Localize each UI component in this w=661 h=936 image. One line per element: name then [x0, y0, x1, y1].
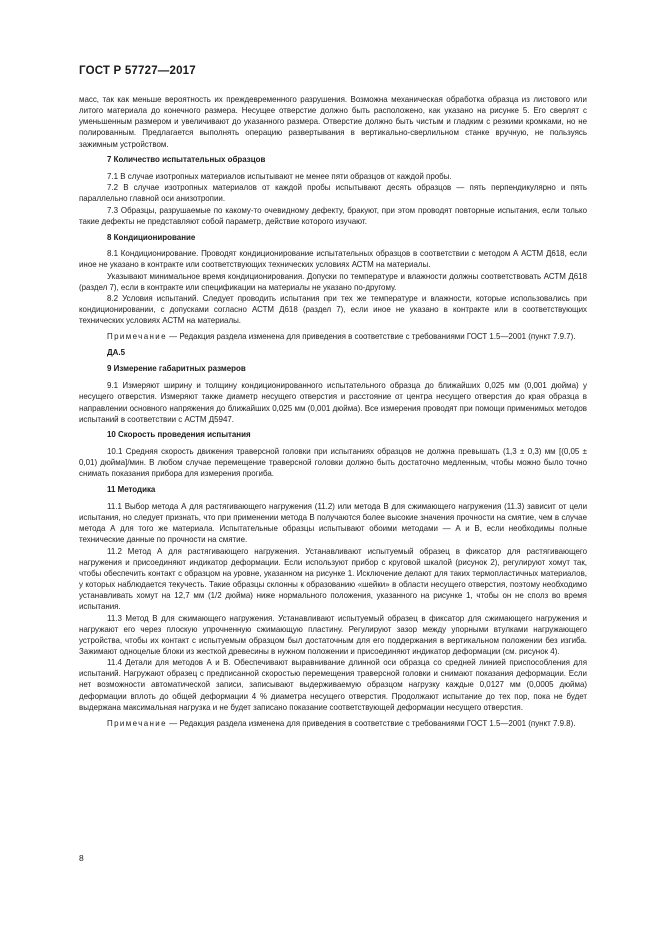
note-text: — Редакция раздела изменена для приведения в соответствие с требованиями ГОСТ 1.5—2001 (пункт 7.9.8).: [169, 718, 576, 728]
document-body: [79, 94, 587, 729]
clause-11-2: 11.2 Метод А для растягивающего нагружения. Устанавливают испытуемый образец в фиксатор для растягивающего нагружения и присоединяют индикатор деформации. Если используют прибор с круговой шкалой (рисунок 2), регулируют хомут так, чтобы обеспечить контакт с образцом на уровне, указанном на рисунке 1. Исключение делают для таких термопластичных материалов, у которых наблюдается текучесть. Такие образцы склонны к образованию «шейки» в области несущего отверстия, поэтому необходимо устанавливать хомут на 12,7 мм (1/2 дюйма) ниже нормального положения, указанного на рисунке 1, чтобы он не сполз во время испытания.: [79, 546, 587, 612]
document-header: ГОСТ Р 57727—2017: [79, 65, 196, 77]
clause-11-1: 11.1 Выбор метода А для растягивающего нагружения (11.2) или метода В для сжимающего нагружения (11.3) зависит от цели испытания, но следует признать, что при применении метода В получаются более высокие значения прочности на смятие, чем в случае метода А для того же материала. Испытательные образцы испытывают обоими методами — А и В, если необходимы полные технические данные по прочности на смятие.: [79, 501, 587, 545]
clause-10-1: 10.1 Средняя скорость движения траверсной головки при испытаниях образцов не должна превышать (1,3 ± 0,3) мм [(0,05 ± 0,01) дюйма]/мин. В любом случае перемещение траверсной головки должно быть достаточно медленным, чтобы можно было точно снимать показания прибора для измерения прогиба.: [79, 447, 587, 479]
section-heading-10: 10 Скорость проведения испытания: [107, 430, 251, 440]
clause-9-1: 9.1 Измеряют ширину и толщину кондиционированного испытательного образца до ближайших 0,025 мм (0,001 дюйма) у несущего отверстия. Измеряют также диаметр несущего отверстия и расстояние от центра несущего отверстия до края образца в направлении основного напряжения до ближайших 0,025 мм (0,001 дюйма). Все измерения проводят при помощи применимых методов испытаний в соответствии с АСТМ Д5947.: [79, 381, 587, 424]
note-1: [79, 331, 587, 342]
clause-7-2: 7.2 В случае изотропных материалов от каждой пробы испытывают десять образцов — пять перпендикулярно и пять параллельно главной оси анизотропии.: [79, 183, 587, 204]
page-number: 8: [79, 853, 84, 863]
paragraph-continuation: масс, так как меньше вероятность их преждевременного разрушения. Возможна механическая обработка образца из листового или литого материала до конечного размера. Несущее отверстие должно быть расположено, как указано на рисунке 5. Его сверлят с уменьшенным размером и увеличивают до указанного размера. Отверстие должно быть чистым и гладким с резкими кромками, но не полированным. Предлагается выполнять операцию развертывания в вертикально-сверлильном станке вручную, не пользуясь зажимным устройством.: [79, 95, 587, 149]
section-heading-9: 9 Измерение габаритных размеров: [107, 364, 246, 374]
section-heading-11: 11 Методика: [107, 485, 156, 495]
clause-8-1: 8.1 Кондиционирование. Проводят кондиционирование испытательных образцов в соответствии с методом А АСТМ Д618, если иное не указано в контракте или соответствующих технических условиях АСТМ на материалы.: [79, 249, 587, 270]
clause-8-1-cont: Указывают минимальное время кондиционирования. Допуски по температуре и влажности должны соответствовать АСТМ Д618 (раздел 7), если в контракте или спецификации на материалы не указано по-другому.: [79, 271, 587, 292]
clause-7-3: 7.3 Образцы, разрушаемые по какому-то очевидному дефекту, бракуют, при этом проводят повторные испытания, если только такие дефекты не представляют собой параметр, действие которого изучают.: [79, 205, 587, 226]
section-heading-7: 7 Количество испытательных образцов: [107, 155, 266, 165]
clause-11-4: 11.4 Детали для методов А и В. Обеспечивают выравнивание длинной оси образца со средней линией приспособления для испытаний. Нагружают образец с предписанной скоростью перемещения траверсной головки и снимают показания деформации. Если нет возможности автоматической записи, записывают выдерживаемую образцом нагрузку каждые 0,0127 мм (0,0005 дюйма) деформации вплоть до общей деформации 4 % диаметра несущего отверстия. Продолжают испытание до тех пор, пока не будет выдержана максимальная нагрузка и не будет записано показание соответствующей деформации несущего отверстия.: [79, 658, 587, 712]
note-2: [79, 718, 587, 729]
annex-label: ДА.5: [107, 347, 126, 357]
clause-7-1: 7.1 В случае изотропных материалов испытывают не менее пяти образцов от каждой пробы.: [107, 172, 452, 182]
note-text: — Редакция раздела изменена для приведения в соответствие с требованиями ГОСТ 1.5—2001 (пункт 7.9.7).: [169, 331, 576, 341]
note-label: Примечание: [107, 331, 167, 341]
clause-11-3: 11.3 Метод В для сжимающего нагружения. Устанавливают испытуемый образец в фиксатор для сжимающего нагружения и нагружают его через плоскую упрочненную сжимающую пластину. Регулируют зазор между упорными втулками нагружающего устройства, чтобы их контакт с испытуемым образцом был достаточным для его поддержания в вертикальном положении без изгиба. Зажимают одноцелые блоки из жесткой древесины в нужном положении и присоединяют индикатор деформации (см. рисунок 4).: [79, 613, 587, 656]
note-label: Примечание: [107, 718, 167, 728]
clause-8-2: 8.2 Условия испытаний. Следует проводить испытания при тех же температуре и влажности, которые использовались при кондиционировании, с допусками согласно АСТМ Д618 (раздел 7), если иное не указано в контракте или в соответствующих технических условиях АСТМ на материалы.: [79, 293, 587, 326]
section-heading-8: 8 Кондиционирование: [107, 232, 196, 242]
